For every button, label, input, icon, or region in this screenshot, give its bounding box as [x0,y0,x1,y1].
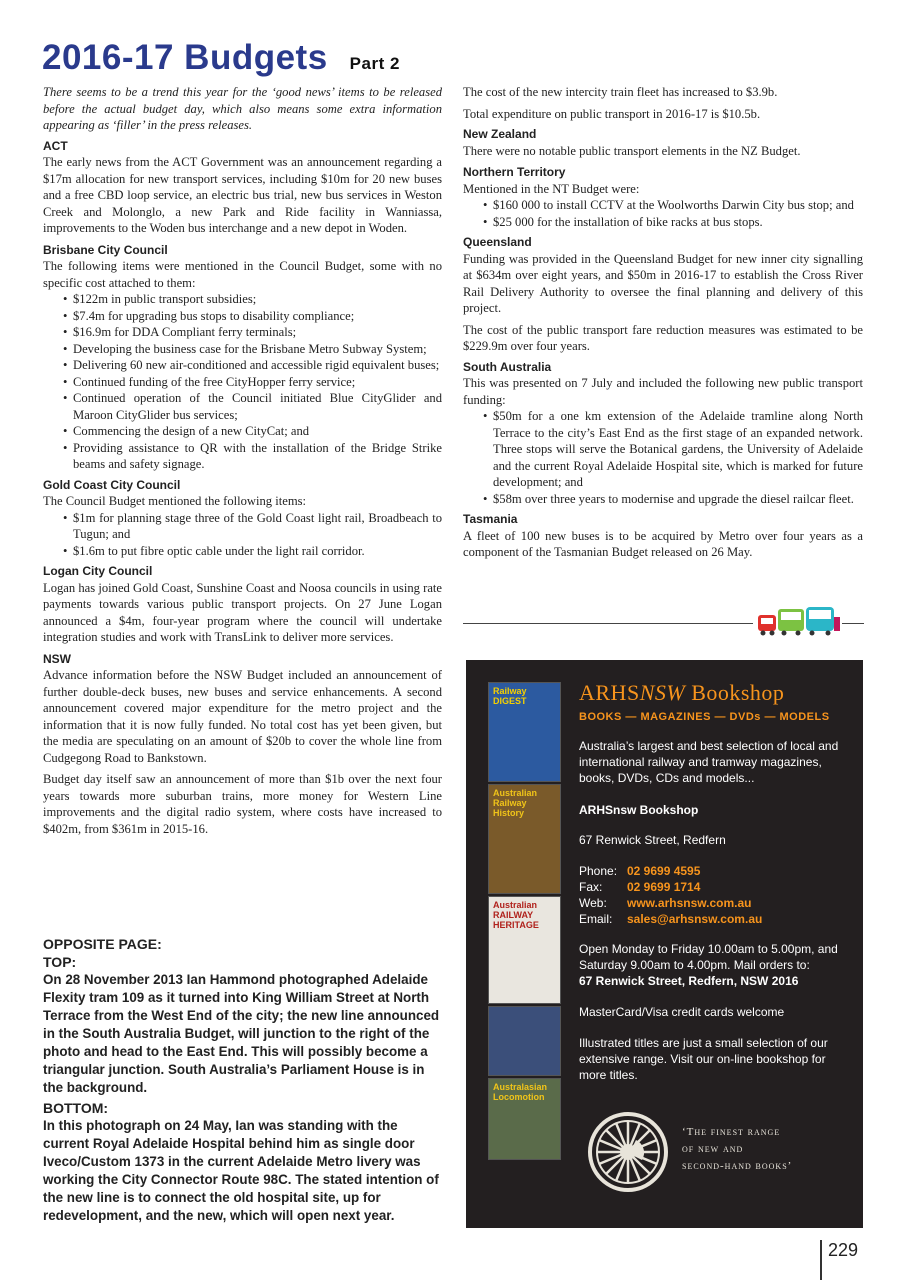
phone-label: Phone: [579,864,618,878]
sa-heading: South Australia [463,359,552,374]
bookshop-title-a: ARHS [579,680,640,705]
tagline-line-3: second-hand books’ [682,1160,793,1172]
caption-bottom-text: In this photograph on 24 May, Ian was standing with the current Royal Adelaide Hospital behind him as single door Iveco/Custom 1373 in the current Adelaide Metro livery was working the City Connector Route 98C. The stated intention of the new line is to connect the old hospital site, up for redevelopment, and the new, which will open next year. [43,1118,439,1223]
book-cover [488,682,561,782]
email-label: Email: [579,912,613,926]
opening-hours-text: Open Monday to Friday 10.00am to 5.00pm, and Saturday 9.00am to 4.00pm. Mail orders to: [579,942,838,972]
mail-address: 67 Renwick Street, Redfern, NSW 2016 [579,974,799,988]
book-cover-title: Australasian Locomotion [493,1082,548,1102]
expenditure-paragraph: Total expenditure on public transport in 2016-17 is $10.5b. [463,106,761,121]
tagline-line-1: ‘The finest range [682,1126,781,1138]
photo-caption [43,935,445,1225]
book-cover [488,784,561,894]
intro-paragraph: There seems to be a trend this year for the ‘good news’ items to be released before the actual budget day, which also means some extra information appearing as ‘filler’ in the press releases. [43,85,442,132]
bookshop-tagline [682,1124,792,1175]
locomotive-wheel-icon [586,1110,670,1194]
page-number: 229 [828,1240,859,1260]
more-titles-note: Illustrated titles are just a small selection of our extensive range. Visit our on-line bookshop for more titles. [579,1036,828,1082]
logan-heading: Logan City Council [43,564,153,578]
list-item: • $50m for a one km extension of the Adelaide tramline along North Terrace to the city’s East End as the first stage of an expanded network. Three stops will serve the Botanical gardens, the University of Adelaide and the current Royal Adelaide Hospital site, which is marked for future development; and [483,408,863,491]
list-item: • Continued funding of the free CityHopper ferry service; [63,374,442,391]
web-row [579,895,849,911]
page-number-bar [820,1240,822,1280]
list-item: • Continued operation of the Council initiated Blue CityGlider and Maroon CityGlider bus services; [63,390,442,423]
bookshop-address: 67 Renwick Street, Redfern [579,833,726,847]
nt-heading: Northern Territory [463,165,566,179]
phone-link[interactable]: 02 9699 4595 [627,864,701,878]
section-divider [463,623,753,624]
goldcoast-paragraph: The Council Budget mentioned the following items: [43,494,307,508]
sa-list [463,408,863,507]
book-cover-title: Australian Railway History [493,788,538,818]
bookshop-advert[interactable] [466,660,863,1228]
book-cover [488,1078,561,1160]
brisbane-list [43,291,442,473]
bookshop-subtitle: BOOKS — MAGAZINES — DVDs — MODELS [579,711,830,723]
title-part: Part 2 [349,54,400,73]
intercity-paragraph: The cost of the new intercity train fleet has increased to $3.9b. [463,85,778,99]
email-row [579,911,849,927]
tas-heading: Tasmania [463,512,518,526]
list-item: • $25 000 for the installation of bike racks at bus stops. [483,214,863,231]
act-heading: ACT [43,138,68,153]
book-cover-title [489,1007,560,1013]
contact-block [579,863,849,927]
web-link[interactable]: www.arhsnsw.com.au [627,896,752,910]
list-item: • $16.9m for DDA Compliant ferry terminals; [63,324,442,341]
list-item: • $58m over three years to modernise and upgrade the diesel railcar fleet. [483,491,863,508]
opening-hours [579,941,849,989]
list-item: • $1m for planning stage three of the Gold Coast light rail, Broadbeach to Tugun; and [63,510,442,543]
bookshop-title [579,680,784,706]
nsw-paragraph-1: Advance information before the NSW Budget included an announcement of further double-deck buses, new buses and service enhancements. A second announcement covered major expenditure for the metro project and the information that it is now fully funded. No total cost has yet been given, but the media are speculating on an amount of $20b to cover the whole line from Cudgegong Road to Bankstown. [43,668,442,765]
page-title [42,38,400,78]
right-column [463,84,863,566]
brisbane-paragraph: The following items were mentioned in the Council Budget, some with no specific cost attached to them: [43,259,442,290]
book-cover [488,1006,561,1076]
cards-note: MasterCard/Visa credit cards welcome [579,1005,785,1019]
book-cover [488,896,561,1004]
bookshop-description: Australia’s largest and best selection of local and international railway and tramway magazines, books, DVDs, CDs and models... [579,739,839,785]
bookshop-name [579,802,849,818]
book-cover-title: Australian RAILWAY HERITAGE [493,900,539,930]
section-divider-end [842,623,864,624]
fax-label: Fax: [579,880,603,894]
list-item: • Commencing the design of a new CityCat; and [63,423,442,440]
nz-paragraph: There were no notable public transport elements in the NZ Budget. [463,143,801,158]
qld-paragraph-1: Funding was provided in the Queensland Budget for new inner city signalling at $634m over eight years, and $50m in 2016-17 to establish the Cross River Rail Delivery Authority to oversee the final planning and delivery of this project. [463,251,863,315]
title-text: 2016-17 Budgets [42,38,328,77]
fax-number: 02 9699 1714 [627,880,701,894]
goldcoast-heading: Gold Coast City Council [43,477,181,492]
qld-heading: Queensland [463,235,532,249]
caption-label-opposite: OPPOSITE PAGE: [43,936,162,952]
list-item: • Delivering 60 new air-conditioned and accessible rigid equivalent buses; [63,357,442,374]
transport-vehicles-icon [756,603,842,639]
tas-paragraph: A fleet of 100 new buses is to be acquired by Metro over four years as a component of the Tasmanian Budget released on 26 May. [463,528,863,559]
goldcoast-list [43,510,442,560]
email-link[interactable]: sales@arhsnsw.com.au [627,912,763,926]
list-item: • $1.6m to put fibre optic cable under the light rail corridor. [63,543,442,560]
nsw-heading: NSW [43,651,71,666]
list-item: • $7.4m for upgrading bus stops to disability compliance; [63,308,442,325]
nz-heading: New Zealand [463,127,537,141]
web-label: Web: [579,896,607,910]
list-item: • $160 000 to install CCTV at the Woolworths Darwin City bus stop; and [483,197,863,214]
list-item: • $122m in public transport subsidies; [63,291,442,308]
caption-label-bottom: BOTTOM: [43,1100,109,1116]
fax-row [579,879,849,895]
qld-paragraph-2: The cost of the public transport fare reduction measures was estimated to be $229.9m over four years. [463,322,863,353]
act-paragraph: The early news from the ACT Government was an announcement regarding a $17m allocation for new transport services, including $10m for 20 new buses and a free CBD loop service, an electric bus trial, new bus services in Weston Creek and Molonglo, a new Park and Ride facility in Wanniassa, improvements to the Woden bus interchange and a new depot in Woden. [43,155,442,235]
bookshop-title-b: NSW [639,680,686,705]
nt-list [463,197,863,230]
phone-row [579,863,849,879]
bookshop-title-c: Bookshop [685,680,785,705]
logan-paragraph: Logan has joined Gold Coast, Sunshine Coast and Noosa councils in using rate payments towards various public transport projects. On 27 June Logan announced a $4m, four-year program where the council will undertake integration studies and work with TransLink to deliver more services. [43,580,442,644]
brisbane-heading: Brisbane City Council [43,242,168,257]
nt-paragraph: Mentioned in the NT Budget were: [463,181,640,196]
list-item: • Providing assistance to QR with the installation of the Bridge Strike beams and safety signage. [63,440,442,473]
tagline-line-2: of new and [682,1143,744,1155]
book-covers [488,682,561,1160]
sa-paragraph: This was presented on 7 July and included the following new public transport funding: [463,376,863,407]
caption-label-top: TOP: [43,954,77,970]
left-column [43,84,442,842]
list-item: • Developing the business case for the Brisbane Metro Subway System; [63,341,442,358]
book-cover-title: Railway DIGEST [493,686,527,706]
caption-top-text: On 28 November 2013 Ian Hammond photographed Adelaide Flexity tram 109 as it turned into King William Street at North Terrace from the West End of the city; the new line announced in the South Australia Budget, will junction to the right of the photo and head to the East End. This will possibly become a triangular junction. South Australia’s Parliament House is in the background. [43,972,440,1095]
bookshop-name-text: ARHSnsw Bookshop [579,803,699,817]
nsw-paragraph-2: Budget day itself saw an announcement of more than $1b over the next four years towards more suburban trains, more money for Western Line improvements and the digital radio system, where costs have increased to $402m, from $361m in 2015-16. [43,772,442,836]
